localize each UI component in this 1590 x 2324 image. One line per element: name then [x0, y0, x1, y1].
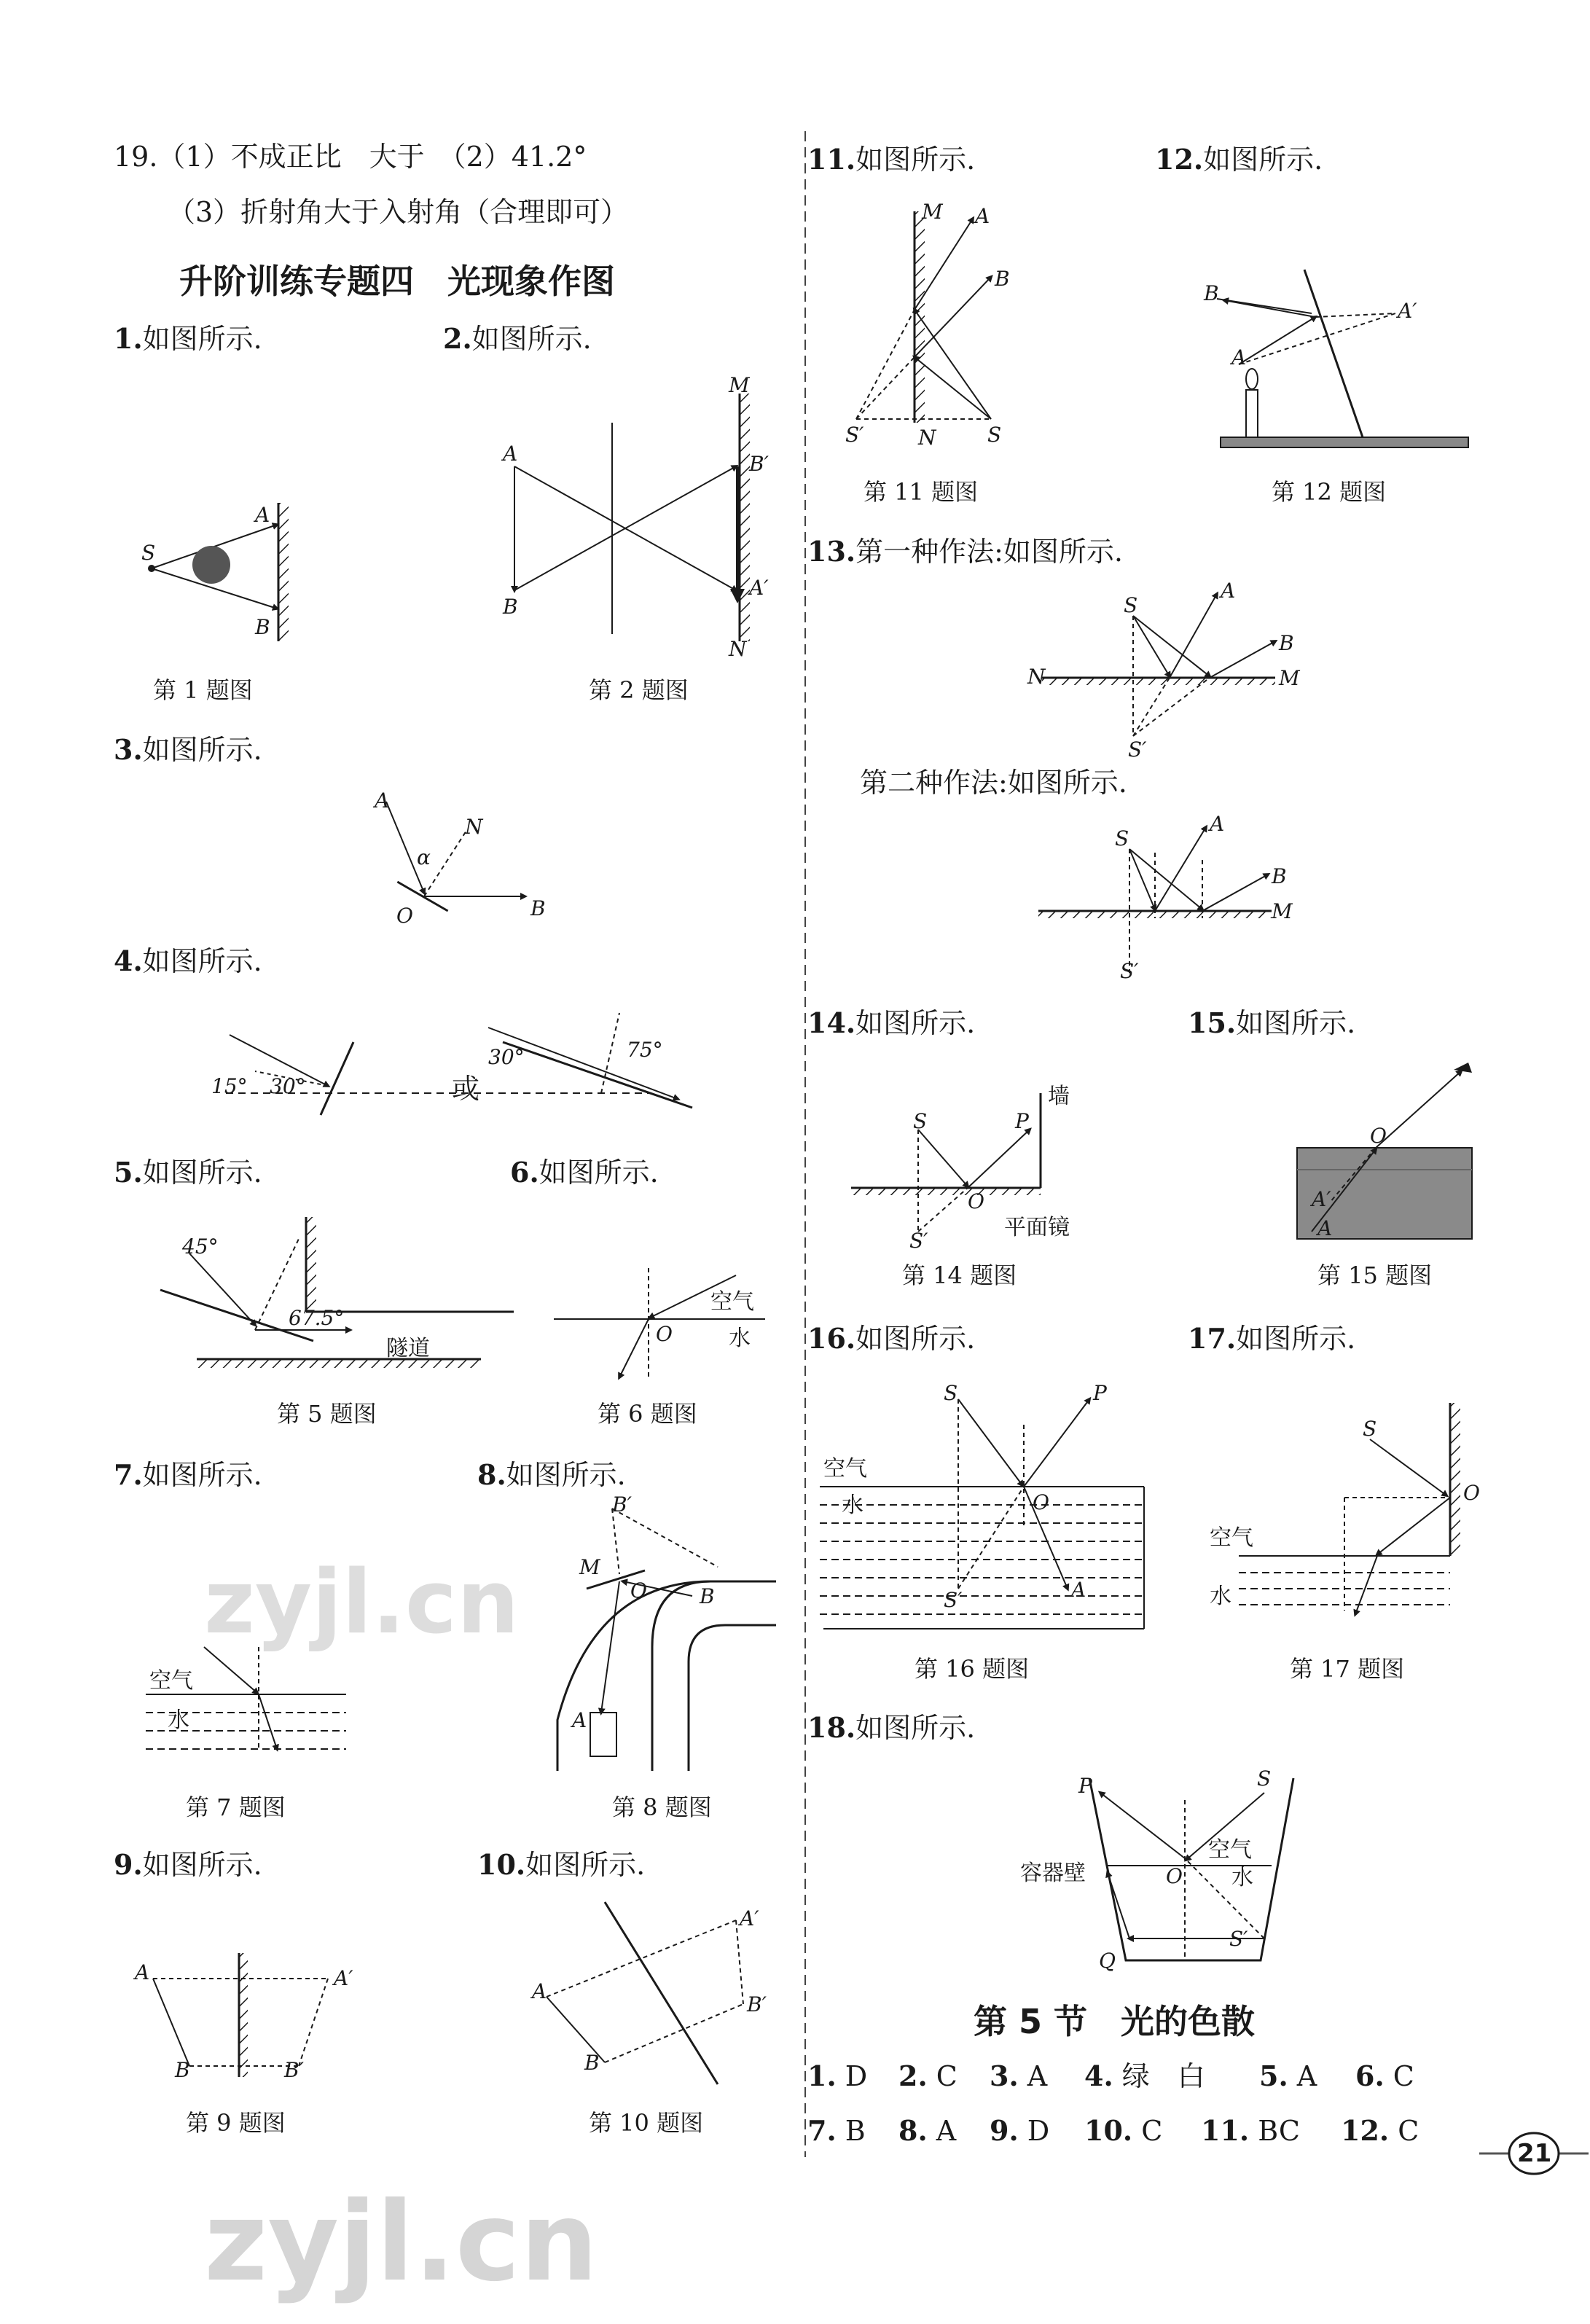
- q8-header: 8.如图所示.: [477, 1458, 626, 1491]
- figure-17: [1210, 1399, 1501, 1618]
- figure-13a: [1027, 579, 1319, 762]
- svg-text:B: B: [700, 1584, 715, 1608]
- svg-text:M: M: [1272, 899, 1293, 923]
- svg-text:M: M: [922, 200, 943, 224]
- svg-text:空气: 空气: [1210, 1525, 1253, 1551]
- svg-text:A: A: [1317, 1216, 1333, 1240]
- svg-text:N: N: [918, 426, 936, 450]
- svg-text:A: A: [375, 789, 390, 813]
- svg-text:A′: A′: [740, 1906, 759, 1930]
- figure-2: [503, 373, 769, 661]
- q7-header: 7.如图所示.: [114, 1458, 262, 1491]
- svg-text:A: A: [975, 204, 990, 228]
- q13-method2: 第二种作法:如图所示.: [860, 767, 1127, 799]
- svg-text:A: A: [135, 1960, 150, 1984]
- q1-header: 1.如图所示.: [114, 322, 262, 355]
- svg-text:墙: 墙: [1048, 1084, 1070, 1109]
- svg-text:B: B: [1204, 281, 1219, 305]
- svg-text:S′: S′: [1128, 738, 1147, 762]
- svg-text:O: O: [630, 1578, 647, 1603]
- figure-1: [138, 496, 313, 649]
- svg-text:S: S: [1257, 1767, 1272, 1791]
- figure-12: [1195, 262, 1487, 452]
- svg-text:水: 水: [729, 1326, 751, 1351]
- q15-header: 15.如图所示.: [1188, 1006, 1356, 1039]
- svg-text:A: A: [1210, 812, 1225, 836]
- caption-17: 第 17 题图: [1290, 1655, 1405, 1683]
- svg-text:O: O: [968, 1189, 984, 1213]
- caption-1: 第 1 题图: [153, 676, 253, 704]
- svg-text:水: 水: [1231, 1865, 1253, 1890]
- q6-header: 6.如图所示.: [510, 1156, 659, 1189]
- svg-text:75°: 75°: [627, 1038, 663, 1062]
- caption-7: 第 7 题图: [186, 1793, 286, 1821]
- svg-text:A′: A′: [334, 1966, 353, 1990]
- figure-18: [1020, 1764, 1312, 1982]
- svg-text:15°: 15°: [211, 1074, 248, 1098]
- svg-text:A′: A′: [749, 576, 769, 600]
- svg-text:A: A: [532, 1979, 547, 2003]
- svg-text:S′: S′: [944, 1588, 963, 1612]
- q5-header: 5.如图所示.: [114, 1156, 262, 1189]
- caption-16: 第 16 题图: [915, 1655, 1030, 1683]
- svg-text:S: S: [987, 423, 1002, 447]
- watermark-bottom: zyjl.cn: [204, 2179, 598, 2306]
- svg-text:α: α: [417, 845, 431, 869]
- svg-text:A: A: [503, 442, 518, 466]
- svg-text:B′: B′: [747, 1992, 767, 2016]
- svg-text:水: 水: [1210, 1584, 1231, 1609]
- svg-text:B′: B′: [749, 452, 769, 476]
- svg-text:B: B: [1279, 631, 1294, 655]
- figure-4: [211, 1013, 721, 1122]
- svg-text:B: B: [1272, 864, 1287, 888]
- svg-text:A: A: [1221, 579, 1236, 603]
- svg-text:空气: 空气: [710, 1289, 754, 1315]
- figure-6: [554, 1268, 772, 1385]
- q4-header: 4.如图所示.: [114, 944, 262, 977]
- svg-text:A′: A′: [1312, 1187, 1331, 1211]
- section5-title: 第 5 节 光的色散: [974, 2002, 1256, 2041]
- svg-text:45°: 45°: [182, 1235, 219, 1259]
- q12-header: 12.如图所示.: [1155, 143, 1323, 176]
- svg-text:空气: 空气: [823, 1456, 867, 1482]
- caption-8: 第 8 题图: [612, 1793, 712, 1821]
- svg-text:B: B: [255, 615, 270, 639]
- svg-text:S: S: [1124, 593, 1138, 617]
- svg-text:P: P: [1078, 1774, 1092, 1798]
- svg-text:S′: S′: [1229, 1927, 1248, 1951]
- svg-text:平面镜: 平面镜: [1004, 1215, 1070, 1240]
- svg-text:A: A: [255, 503, 270, 527]
- q11-header: 11.如图所示.: [807, 143, 976, 176]
- svg-text:A: A: [1231, 345, 1247, 369]
- svg-text:S: S: [141, 541, 156, 565]
- figure-3: [364, 787, 568, 933]
- svg-text:S′: S′: [1120, 959, 1139, 983]
- svg-text:S: S: [1115, 826, 1129, 850]
- caption-6: 第 6 题图: [598, 1400, 697, 1428]
- caption-12: 第 12 题图: [1272, 478, 1387, 506]
- svg-text:水: 水: [168, 1707, 189, 1733]
- svg-text:Q: Q: [1099, 1949, 1116, 1973]
- figure-16: [820, 1381, 1155, 1629]
- q17-header: 17.如图所示.: [1188, 1322, 1356, 1355]
- svg-text:水: 水: [842, 1492, 863, 1518]
- q3-header: 3.如图所示.: [114, 733, 262, 766]
- figure-11: [845, 197, 1035, 459]
- svg-text:S: S: [913, 1109, 928, 1133]
- svg-text:B′: B′: [284, 2058, 304, 2082]
- svg-text:N: N: [1027, 665, 1046, 689]
- section-title: 升阶训练专题四 光现象作图: [179, 262, 615, 301]
- figure-9: [131, 1953, 364, 2082]
- svg-text:B: B: [995, 267, 1010, 291]
- svg-text:O: O: [1370, 1124, 1387, 1148]
- svg-text:30°: 30°: [488, 1045, 525, 1069]
- svg-text:A′: A′: [1398, 299, 1417, 323]
- svg-text:P: P: [1093, 1381, 1107, 1405]
- q14-header: 14.如图所示.: [807, 1006, 976, 1039]
- q13-method1: 13.第一种作法:如图所示.: [807, 535, 1124, 568]
- svg-text:B′: B′: [612, 1492, 632, 1517]
- caption-10: 第 10 题图: [589, 2109, 704, 2137]
- figure-13b: [1038, 812, 1330, 984]
- svg-text:S′: S′: [845, 423, 864, 447]
- svg-text:O: O: [1033, 1490, 1049, 1514]
- svg-text:O: O: [1166, 1864, 1183, 1888]
- svg-text:N: N: [729, 637, 747, 661]
- svg-text:M: M: [579, 1555, 600, 1579]
- svg-text:N: N: [465, 815, 483, 839]
- svg-text:O: O: [656, 1322, 673, 1346]
- svg-text:S′: S′: [909, 1229, 928, 1253]
- svg-text:B: B: [530, 896, 546, 920]
- q9-header: 9.如图所示.: [114, 1848, 262, 1881]
- svg-text:隧道: 隧道: [386, 1336, 430, 1361]
- caption-2: 第 2 题图: [589, 676, 689, 704]
- svg-text:空气: 空气: [1208, 1837, 1252, 1863]
- figure-14: [851, 1084, 1106, 1253]
- q19-line2: （3）折射角大于入射角（合理即可）: [168, 196, 629, 228]
- svg-text:M: M: [1279, 666, 1300, 690]
- svg-text:容器壁: 容器壁: [1020, 1861, 1086, 1886]
- caption-14: 第 14 题图: [902, 1261, 1017, 1289]
- q19-line1: 19.（1）不成正比 大于 （2）41.2°: [114, 141, 587, 173]
- svg-text:A: A: [1071, 1578, 1086, 1602]
- figure-5: [146, 1210, 525, 1385]
- figure-15: [1297, 1057, 1494, 1250]
- svg-text:B: B: [584, 2051, 600, 2075]
- svg-text:O: O: [396, 904, 413, 928]
- caption-11: 第 11 题图: [863, 478, 979, 506]
- q10-header: 10.如图所示.: [477, 1848, 646, 1881]
- caption-5: 第 5 题图: [277, 1400, 377, 1428]
- svg-text:O: O: [1463, 1481, 1480, 1505]
- label-or: 或: [452, 1073, 480, 1105]
- q16-header: 16.如图所示.: [807, 1322, 976, 1355]
- page-number: 21: [1517, 2139, 1552, 2168]
- svg-text:30°: 30°: [270, 1074, 306, 1098]
- figure-8: [557, 1492, 783, 1778]
- svg-text:A: A: [572, 1708, 587, 1732]
- svg-text:S: S: [1363, 1417, 1377, 1441]
- figure-10: [525, 1895, 772, 2092]
- svg-text:P: P: [1015, 1109, 1029, 1133]
- svg-text:B: B: [175, 2058, 190, 2082]
- svg-text:S: S: [944, 1381, 958, 1405]
- watermark-mid: zyjl.cn: [204, 1552, 520, 1654]
- svg-text:B: B: [503, 595, 518, 619]
- q2-header: 2.如图所示.: [443, 322, 592, 355]
- caption-9: 第 9 题图: [186, 2109, 286, 2137]
- svg-text:空气: 空气: [149, 1668, 193, 1694]
- q18-header: 18.如图所示.: [807, 1711, 976, 1744]
- column-divider: [803, 131, 807, 2157]
- svg-text:M: M: [729, 373, 750, 397]
- svg-text:67.5°: 67.5°: [289, 1306, 345, 1330]
- caption-15: 第 15 题图: [1317, 1261, 1433, 1289]
